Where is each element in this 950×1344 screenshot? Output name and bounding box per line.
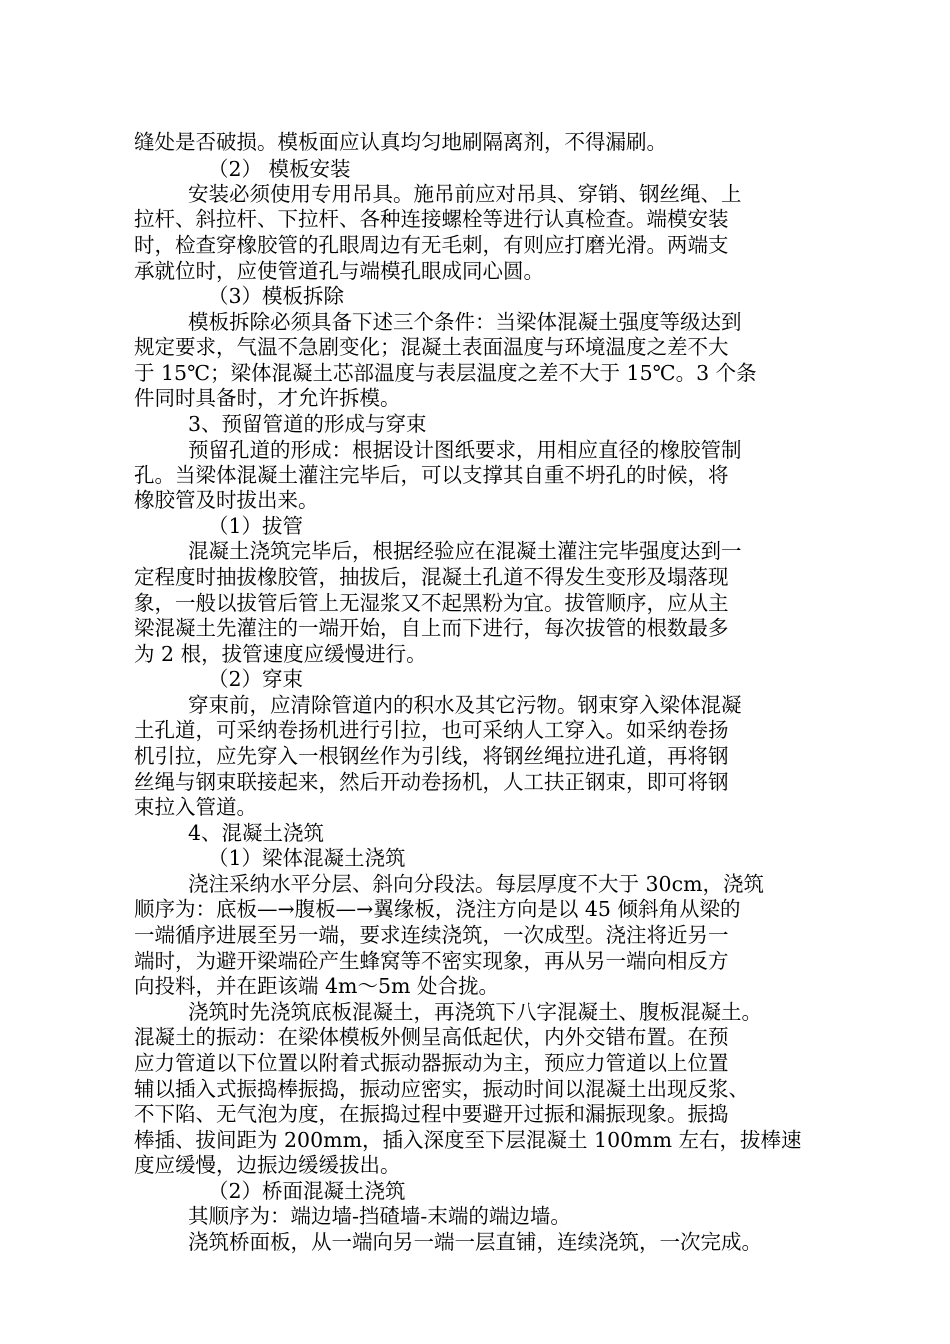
text-line: 橡胶管及时拔出来。 — [134, 488, 319, 512]
text-line: 向投料，并在距该端 4m～5m 处合拢。 — [134, 974, 499, 998]
text-line: 混凝土的振动：在梁体模板外侧呈高低起伏，内外交错布置。在预 — [134, 1025, 729, 1049]
text-line: 度应缓慢，边振边缓缓拔出。 — [134, 1153, 401, 1177]
text-line: 不下陷、无气泡为度，在振捣过程中要避开过振和漏振现象。振捣 — [134, 1102, 729, 1126]
text-line: 束拉入管道。 — [134, 795, 257, 819]
text-line: 缝处是否破损。模板面应认真均匀地刷隔离剂，不得漏刷。 — [134, 130, 667, 154]
text-line: 预留孔道的形成：根据设计图纸要求，用相应直径的橡胶管制 — [188, 438, 742, 462]
text-line: 于 15℃；梁体混凝土芯部温度与表层温度之差不大于 15℃。3 个条 — [134, 361, 757, 385]
text-line: 穿束前，应清除管道内的积水及其它污物。钢束穿入梁体混凝 — [188, 693, 742, 717]
text-line: 一端循序进展至另一端，要求连续浇筑，一次成型。浇注将近另一 — [134, 923, 729, 947]
text-line: 棒插、拔间距为 200mm，插入深度至下层混凝土 100mm 左右，拔棒速 — [134, 1128, 802, 1152]
text-line: 象，一般以拔管后管上无湿浆又不起黑粉为宜。拔管顺序，应从主 — [134, 591, 729, 615]
text-line: 模板拆除必须具备下述三个条件：当梁体混凝土强度等级达到 — [188, 310, 742, 334]
text-line: 机引拉，应先穿入一根钢丝作为引线，将钢丝绳拉进孔道，再将钢 — [134, 744, 729, 768]
subheading: （1）梁体混凝土浇筑 — [208, 846, 406, 870]
text-line: 安装必须使用专用吊具。施吊前应对吊具、穿销、钢丝绳、上 — [188, 182, 742, 206]
text-line: 拉杆、斜拉杆、下拉杆、各种连接螺栓等进行认真检查。端模安装 — [134, 207, 729, 231]
text-line: 规定要求，气温不急剧变化；混凝土表面温度与环境温度之差不大 — [134, 335, 729, 359]
text-line: 辅以插入式振捣棒振捣，振动应密实，振动时间以混凝土出现反浆、 — [134, 1077, 749, 1101]
text-line: 浇注采纳水平分层、斜向分段法。每层厚度不大于 30cm，浇筑 — [188, 872, 765, 896]
text-line: 土孔道，可采纳卷扬机进行引拉，也可采纳人工穿入。如采纳卷扬 — [134, 718, 729, 742]
section-heading: 3、预留管道的形成与穿束 — [188, 412, 427, 436]
text-line: 梁混凝土先灌注的一端开始，自上而下进行，每次拔管的根数最多 — [134, 616, 729, 640]
subheading: （2）桥面混凝土浇筑 — [208, 1179, 406, 1203]
text-line: 浇筑时先浇筑底板混凝土，再浇筑下八字混凝土、腹板混凝土。 — [188, 1000, 762, 1024]
text-line: 为 2 根，拔管速度应缓慢进行。 — [134, 642, 427, 666]
subheading: （1）拔管 — [208, 514, 304, 538]
text-line: 顺序为：底板—→腹板—→翼缘板，浇注方向是以 45 倾斜角从梁的 — [134, 897, 741, 921]
subheading: （3）模板拆除 — [208, 284, 345, 308]
text-line: 浇筑桥面板，从一端向另一端一层直铺，连续浇筑，一次完成。 — [188, 1230, 762, 1254]
text-line: 混凝土浇筑完毕后，根据经验应在混凝土灌注完毕强度达到一 — [188, 539, 742, 563]
text-line: 应力管道以下位置以附着式振动器振动为主，预应力管道以上位置 — [134, 1051, 729, 1075]
text-line: 丝绳与钢束联接起来，然后开动卷扬机，人工扶正钢束，即可将钢 — [134, 770, 729, 794]
text-line: 端时，为避开梁端砼产生蜂窝等不密实现象，再从另一端向相反方 — [134, 949, 729, 973]
text-line: 承就位时，应使管道孔与端模孔眼成同心圆。 — [134, 259, 544, 283]
subheading: （2） 模板安装 — [208, 157, 351, 181]
text-line: 孔。当梁体混凝土灌注完毕后，可以支撑其自重不坍孔的时候，将 — [134, 463, 729, 487]
text-line: 定程度时抽拔橡胶管，抽拔后，混凝土孔道不得发生变形及塌落现 — [134, 565, 729, 589]
section-heading: 4、混凝土浇筑 — [188, 821, 325, 845]
subheading: （2）穿束 — [208, 667, 304, 691]
text-line: 时，检查穿橡胶管的孔眼周边有无毛刺，有则应打磨光滑。两端支 — [134, 233, 729, 257]
text-line: 其顺序为：端边墙-挡碴墙-末端的端边墙。 — [188, 1204, 571, 1228]
text-line: 件同时具备时，才允许拆模。 — [134, 386, 401, 410]
